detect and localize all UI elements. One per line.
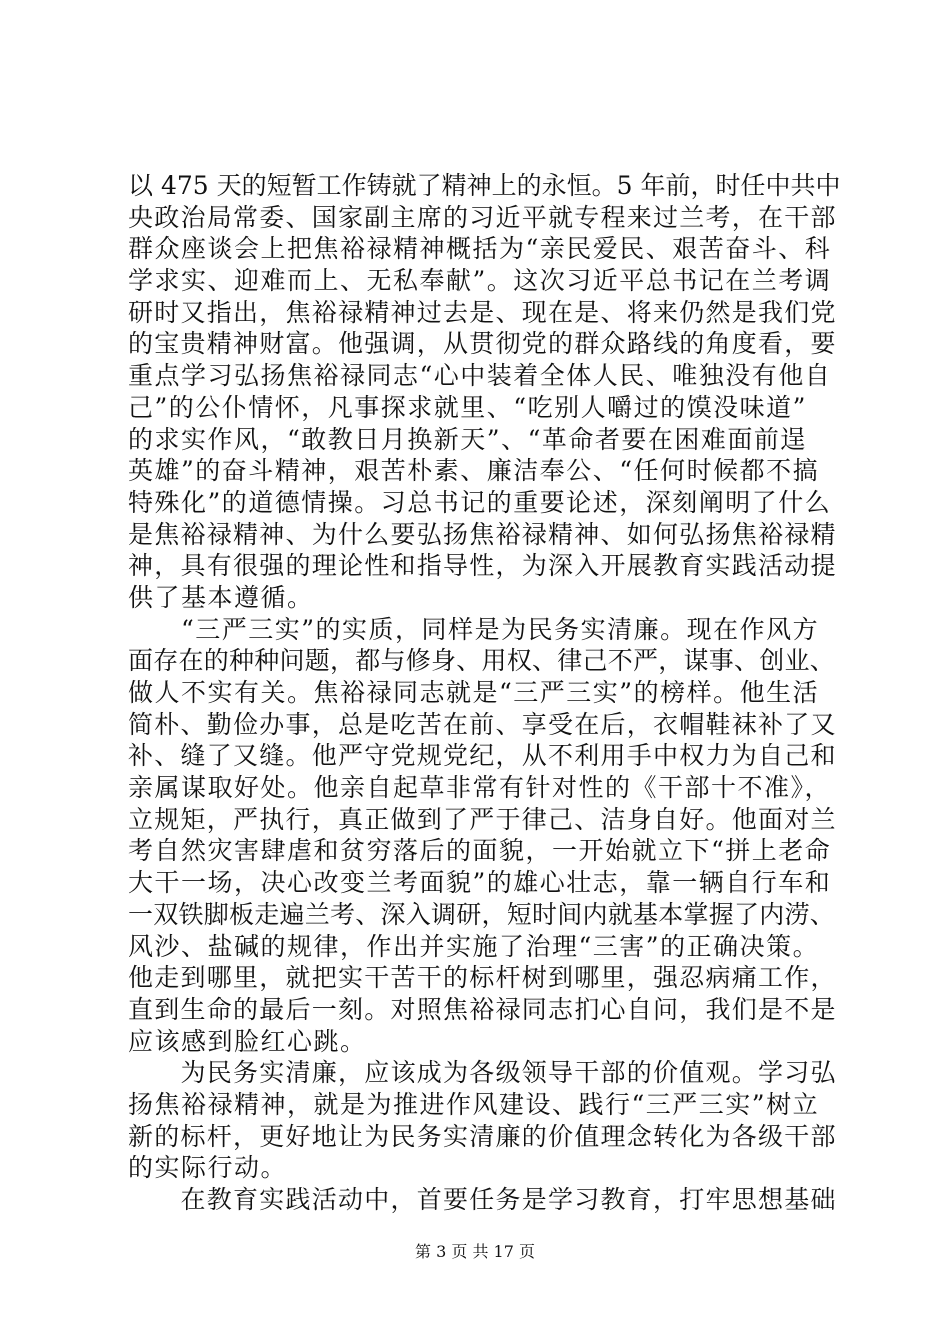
text-line: 己”的公仆情怀，凡事探求就里、“吃别人嚼过的馍没味道” (128, 392, 807, 422)
text-line: 的宝贵精神财富。他强调，从贯彻党的群众路线的角度看，要 (128, 329, 837, 359)
text-line: 简朴、勤俭办事，总是吃苦在前、享受在后，衣帽鞋袜补了又 (128, 709, 837, 739)
text-line: 供了基本遵循。 (128, 582, 314, 612)
text-line: 面存在的种种问题，都与修身、用权、律己不严，谋事、创业、 (128, 646, 836, 676)
text-line: 英雄”的奋斗精神，艰苦朴素、廉洁奉公、“任何时候都不搞 (128, 456, 820, 486)
body-text (128, 170, 841, 1216)
text-line: 神，具有很强的理论性和指导性，为深入开展教育实践活动提 (128, 551, 837, 581)
text-line: 他走到哪里，就把实干苦干的标杆树到哪里，强忍病痛工作， (128, 963, 837, 993)
text-line: 学求实、迎难而上、无私奉献”。这次习近平总书记在兰考调 (128, 266, 832, 296)
text-line: 应该感到脸红心跳。 (128, 1026, 367, 1056)
page-footer (0, 1242, 950, 1262)
text-line: 扬焦裕禄精神，就是为推进作风建设、践行“三严三实”树立 (128, 1089, 820, 1119)
text-line: 做人不实有关。焦裕禄同志就是“三严三实”的榜样。他生活 (128, 678, 820, 707)
text-line: 亲属谋取好处。他亲自起草非常有针对性的《干部十不准》， (128, 773, 832, 803)
text-line: 新的标杆，更好地让为民务实清廉的价值理念转化为各级干部 (128, 1121, 837, 1151)
text-line: 特殊化”的道德情操。习总书记的重要论述，深刻阐明了什么 (128, 487, 832, 517)
text-line: 在教育实践活动中，首要任务是学习教育，打牢思想基础 (128, 1185, 837, 1214)
text-line: 的实际行动。 (128, 1153, 288, 1183)
text-line: 风沙、盐碱的规律，作出并实施了治理“三害”的正确决策。 (128, 931, 820, 961)
text-line: 重点学习弘扬焦裕禄同志“心中装着全体人民、唯独没有他自 (128, 361, 832, 391)
text-line: “三严三实”的实质，同样是为民务实清廉。现在作风方 (128, 614, 820, 644)
text-line: 直到生命的最后一刻。对照焦裕禄同志扪心自问，我们是不是 (128, 994, 837, 1024)
text-line: 补、缝了又缝。他严守党规党纪，从不利用手中权力为自己和 (128, 741, 837, 771)
text-line: 以 475 天的短暂工作铸就了精神上的永恒。5 年前，时任中共中 (128, 171, 841, 200)
text-line: 一双铁脚板走遍兰考、深入调研，短时间内就基本掌握了内涝、 (128, 899, 836, 929)
text-line: 立规矩，严执行，真正做到了严于律己、洁身自好。他面对兰 (128, 804, 837, 834)
text-line: 为民务实清廉，应该成为各级领导干部的价值观。学习弘 (128, 1058, 837, 1088)
text-line: 考自然灾害肆虐和贫穷落后的面貌，一开始就立下“拼上老命 (128, 836, 832, 866)
text-line: 是焦裕禄精神、为什么要弘扬焦裕禄精神、如何弘扬焦裕禄精 (128, 519, 837, 549)
text-line: 的求实作风，“敢教日月换新天”、“革命者要在困难面前逞 (128, 424, 807, 454)
text-line: 群众座谈会上把焦裕禄精神概括为“亲民爱民、艰苦奋斗、科 (128, 234, 832, 264)
text-line: 央政治局常委、国家副主席的习近平就专程来过兰考，在干部 (128, 202, 837, 232)
text-line: 研时又指出，焦裕禄精神过去是、现在是、将来仍然是我们党 (128, 297, 837, 327)
page-number: 第 3 页 共 17 页 (415, 1242, 535, 1261)
text-line: 大干一场，决心改变兰考面貌”的雄心壮志，靠一辆自行车和 (128, 868, 832, 898)
